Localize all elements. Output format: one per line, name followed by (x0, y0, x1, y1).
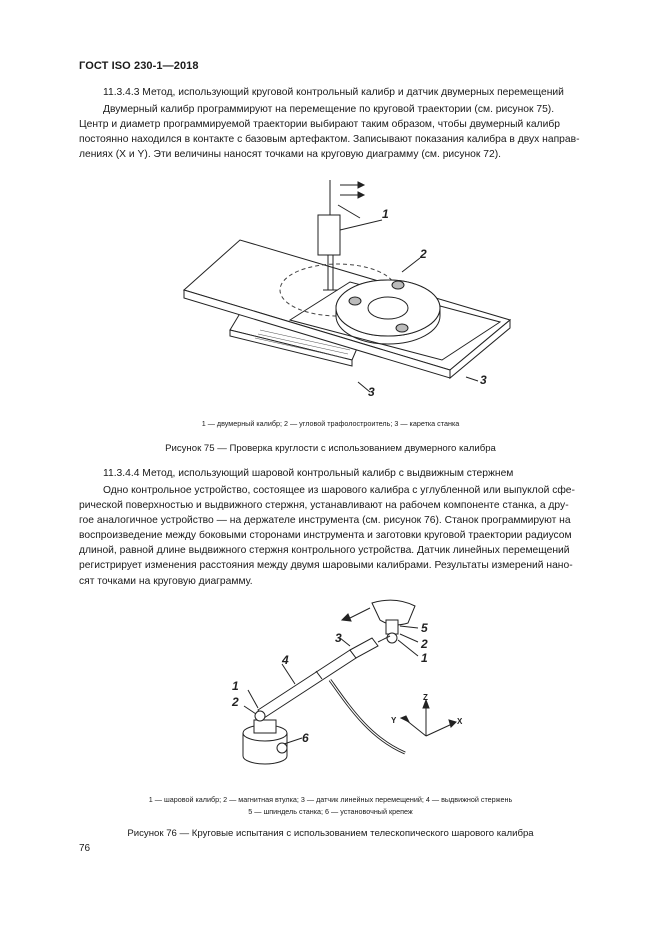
body-line: лениях (X и Y). Эти величины наносят точками на круговую диаграмму (см. рисунок 72). (79, 149, 502, 161)
body-line: Центр и диаметр программируемой траектории выбирают таким образом, чтобы двумерный калибр (79, 119, 560, 131)
figure-75-drawing (170, 170, 520, 410)
figure-76-legend-line-2: 5 — шпиндель станка; 6 — установочный крепеж (248, 807, 413, 816)
axis-y-label: Y (391, 716, 397, 725)
axis-x-label: X (457, 717, 463, 726)
figure-76-caption: Рисунок 76 — Круговые испытания с использованием телескопического шарового калибра (127, 828, 534, 839)
body-line: воспроизведение между боковыми сторонами инструмента и заготовки круговой траектории радиусом (79, 530, 572, 542)
figure-76-label-4: 4 (282, 653, 289, 667)
body-line: длиной, равной длине выдвижного стержня контрольного устройства. Датчик линейных перемещений (79, 545, 570, 557)
figure-75-caption: Рисунок 75 — Проверка круглости с использованием двумерного калибра (165, 443, 496, 454)
body-line: постоянно находился в контакте с базовым артефактом. Записывают показания калибра в двух направ- (79, 134, 580, 146)
figure-76-label-2-bottom: 2 (232, 695, 239, 709)
body-line: регистрирует изменения расстояния между двумя шаровыми калибрами. Результаты измерений нано- (79, 560, 573, 572)
figure-75-label-1: 1 (382, 207, 389, 221)
figure-76-legend-line-1: 1 — шаровой калибр; 2 — магнитная втулка; 3 — датчик линейных перемещений; 4 — выдвижной стержень (148, 795, 513, 804)
figure-76-label-3: 3 (335, 631, 342, 645)
body-line: гое аналогичное устройство — на держателе инструмента (см. рисунок 76). Станок программируют на (79, 515, 571, 527)
page-number: 76 (79, 843, 91, 854)
axis-z-label: Z (423, 693, 428, 702)
figure-76-label-5: 5 (421, 621, 428, 635)
figure-76-label-1-bottom: 1 (232, 679, 239, 693)
section-body-11-3-4-3 (79, 102, 582, 162)
section-heading-11-3-4-3: 11.3.4.3 Метод, использующий круговой контрольный калибр и датчик двумерных перемещений (103, 87, 564, 98)
body-line: сят точками на круговую диаграмму. (79, 575, 253, 587)
figure-75-label-2: 2 (420, 247, 427, 261)
body-line: Двумерный калибр программируют на перемещение по круговой траектории (см. рисунок 75). (103, 104, 555, 115)
figure-75-legend: 1 — двумерный калибр; 2 — угловой трафолостроитель; 3 — каретка станка (201, 419, 460, 428)
document-header: ГОСТ ISO 230-1—2018 (79, 60, 199, 72)
figure-76-label-2-top: 2 (421, 637, 428, 651)
figure-76-label-6: 6 (302, 731, 309, 745)
figure-75-label-3a: 3 (368, 385, 375, 399)
section-heading-11-3-4-4: 11.3.4.4 Метод, использующий шаровой контрольный калибр с выдвижным стержнем (103, 468, 514, 479)
figure-75-label-3b: 3 (480, 373, 487, 387)
section-body-11-3-4-4 (79, 483, 582, 589)
body-line: Одно контрольное устройство, состоящее из шарового калибра с углубленной или выпуклой сфе- (103, 485, 575, 496)
figure-76-drawing (220, 588, 480, 788)
body-line: рической поверхностью и выдвижного стержня, устанавливают на рабочем компоненте станка, а дру- (79, 500, 569, 512)
figure-76-label-1-top: 1 (421, 651, 428, 665)
